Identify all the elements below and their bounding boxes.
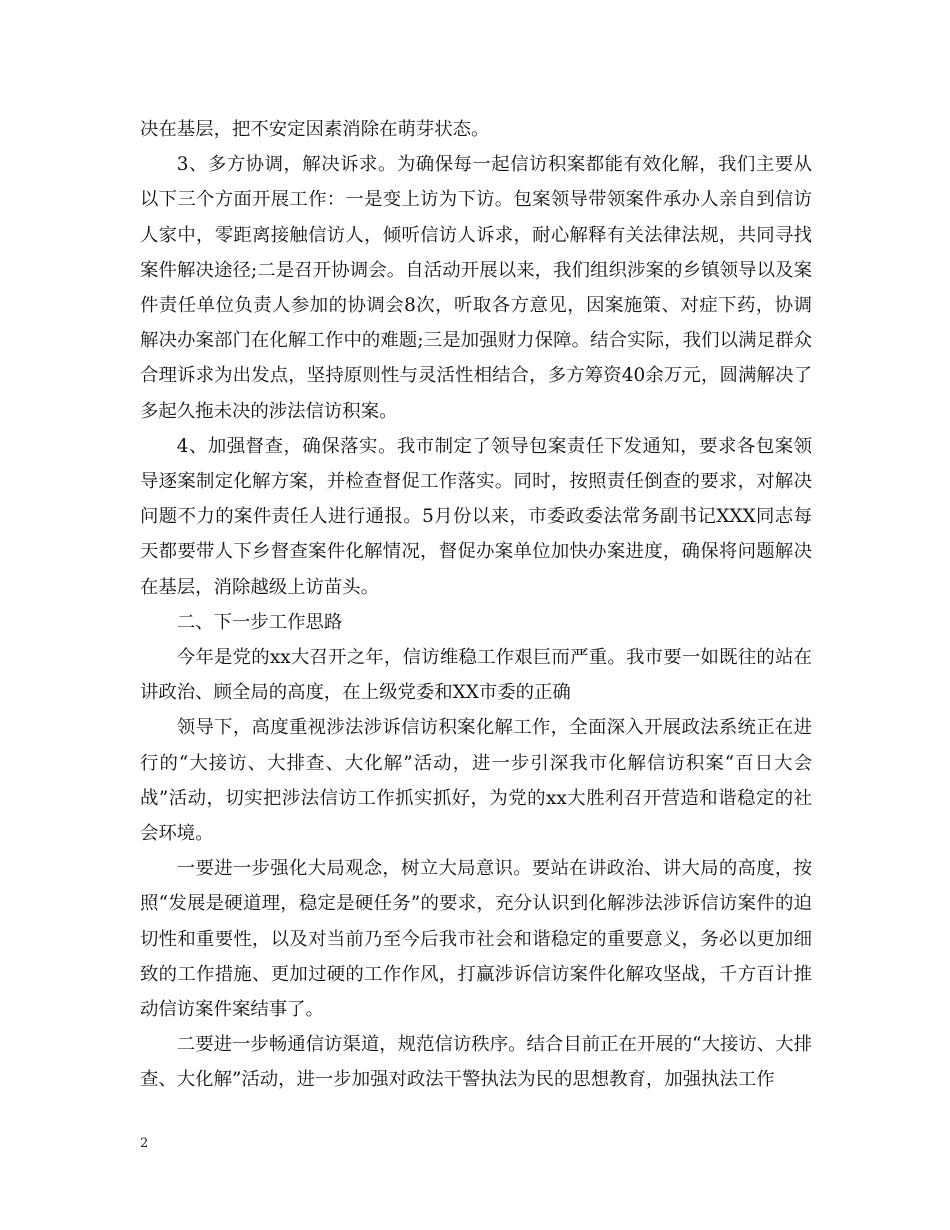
document-body <box>140 112 812 1098</box>
page-number: 2 <box>140 1136 149 1151</box>
paragraph-1: 决在基层，把不安定因素消除在萌芽状态。 <box>140 119 490 140</box>
paragraph-5: 今年是党的xx大召开之年，信访维稳工作艰巨而严重。我市要一如既往的站在讲政治、顾全局的高度，在上级党委和XX市委的正确 <box>140 647 812 704</box>
paragraph-3: 4、加强督查，确保落实。我市制定了领导包案责任下发通知，要求各包案领导逐案制定化解方案，并检查督促工作落实。同时，按照责任倒查的要求，对解决问题不力的案件责任人进行通报。5月份以来，市委政委法常务副书记XXX同志每天都要带人下乡督查案件化解情况，督促办案单位加快办案进度，确保将问题解决在基层，消除越级上访苗头。 <box>140 435 812 598</box>
paragraph-7: 一要进一步强化大局观念，树立大局意识。要站在讲政治、讲大局的高度，按照“发展是硬道理，稳定是硬任务”的要求，充分认识到化解涉法涉诉信访案件的迫切性和重要性，以及对当前乃至今后我市社会和谐稳定的重要意义，务必以更加细致的工作措施、更加过硬的工作作风，打赢涉诉信访案件化解攻坚战，千方百计推动信访案件案结事了。 <box>140 858 812 1021</box>
paragraph-8: 二要进一步畅通信访渠道，规范信访秩序。结合目前正在开展的“大接访、大排查、大化解”活动，进一步加强对政法干警执法为民的思想教育，加强执法工作 <box>140 1034 812 1091</box>
paragraph-2: 3、多方协调，解决诉求。为确保每一起信访积案都能有效化解，我们主要从以下三个方面开展工作：一是变上访为下访。包案领导带领案件承办人亲自到信访人家中，零距离接触信访人，倾听信访人诉求，耐心解释有关法律法规，共同寻找案件解决途径;二是召开协调会。自活动开展以来，我们组织涉案的乡镇领导以及案件责任单位负责人参加的协调会8次，听取各方意见，因案施策、对症下药，协调解决办案部门在化解工作中的难题;三是加强财力保障。结合实际，我们以满足群众合理诉求为出发点，坚持原则性与灵活性相结合，多方筹资40余万元，圆满解决了多起久拖未决的涉法信访积案。 <box>140 154 812 422</box>
section-heading: 二、下一步工作思路 <box>176 611 343 633</box>
paragraph-6: 领导下，高度重视涉法涉诉信访积案化解工作，全面深入开展政法系统正在进行的“大接访、大排查、大化解”活动，进一步引深我市化解信访积案“百日大会战”活动，切实把涉法信访工作抓实抓好，为党的xx大胜利召开营造和谐稳定的社会环境。 <box>140 717 812 845</box>
